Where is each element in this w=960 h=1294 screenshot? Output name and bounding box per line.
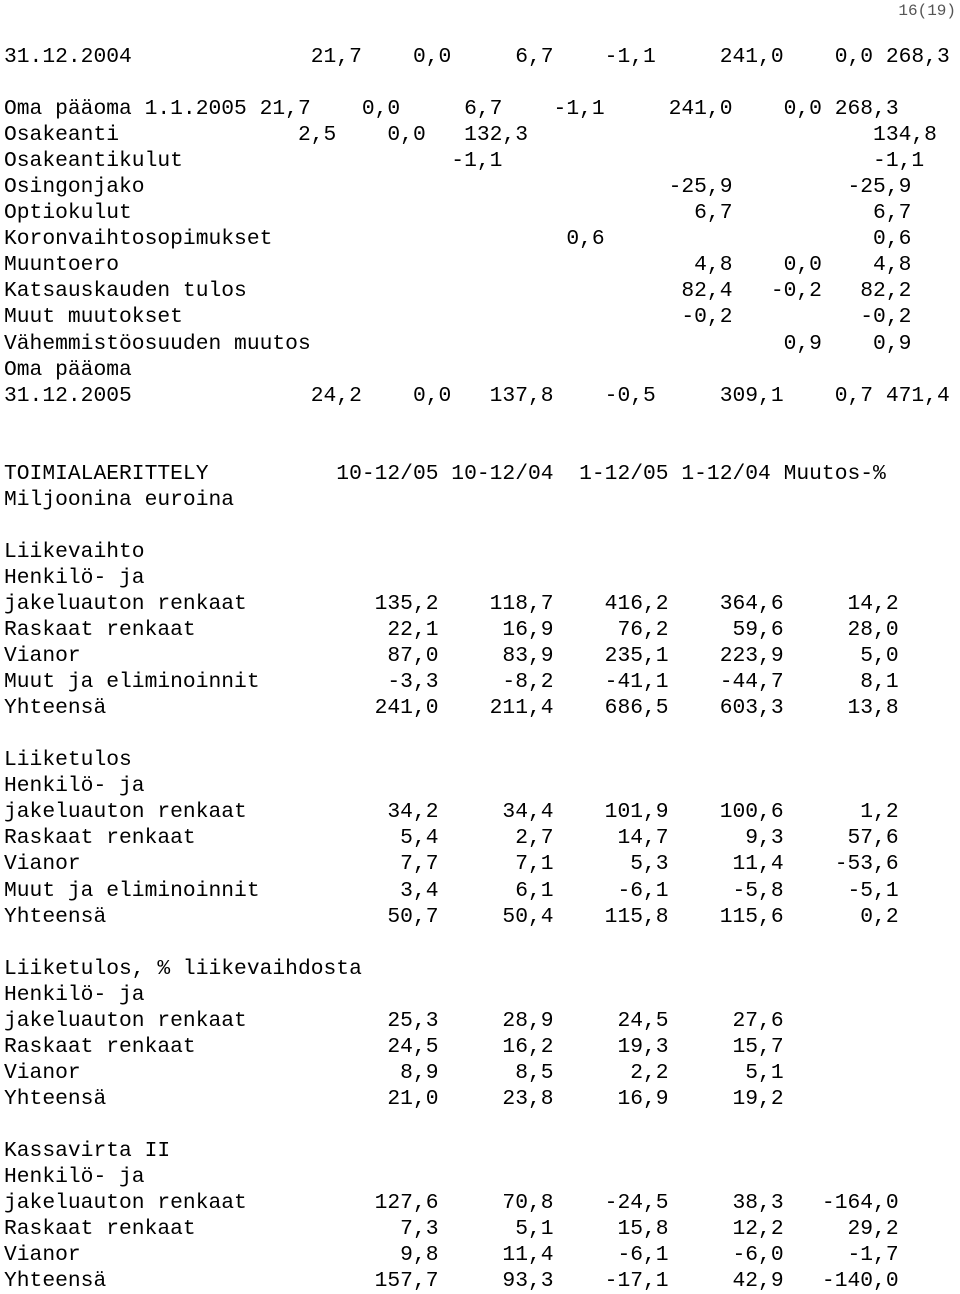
page-number: 16(19) — [898, 2, 956, 20]
financial-tables-text: 31.12.2004 21,7 0,0 6,7 -1,1 241,0 0,0 268,3 Oma pääoma 1.1.2005 21,7 0,0 6,7 -1,1 241,0 0,0 268,3 Osakeanti 2,5 0,0 132,3 134,8 Osakeantikulut -1,1 -1,1 Osingonjako -25,9 -25,9 Optiokulut 6,7 6,7 Koronvaihtosopimukset 0,6 0,6 Muuntoero 4,8 0,0 4,8 Katsauskauden tulos 82,4 -0,2 82,2 Muut muutokset -0,2 -0,2 Vähemmistöosuuden muutos 0,9 0,9 Oma pääoma 31.12.2005 24,2 0,0 137,8 -0,5 309,1 0,7 471,4 TOIMIALAERITTELY 10-12/05 10-12/04 1-12/05 1-12/04 Muutos-% Miljoonina euroina Liikevaihto Henkilö- ja jakeluauton renkaat 135,2 118,7 416,2 364,6 14,2 Raskaat renkaat 22,1 16,9 76,2 59,6 28,0 Vianor 87,0 83,9 235,1 223,9 5,0 Muut ja eliminoinnit -3,3 -8,2 -41,1 -44,7 8,1 Yhteensä 241,0 211,4 686,5 603,3 13,8 Liiketulos Henkilö- ja jakeluauton renkaat 34,2 34,4 101,9 100,6 1,2 Raskaat renkaat 5,4 2,7 14,7 9,3 57,6 Vianor 7,7 7,1 5,3 11,4 -53,6 Muut ja eliminoinnit 3,4 6,1 -6,1 -5,8 -5,1 Yhteensä 50,7 50,4 115,8 115,6 0,2 Liiketulos, % liikevaihdosta Henkilö- ja jakeluauton renkaat 25,3 28,9 24,5 27,6 Raskaat renkaat 24,5 16,2 19,3 15,7 Vianor 8,9 8,5 2,2 5,1 Yhteensä 21,0 23,8 16,9 19,2 Kassavirta II Henkilö- ja jakeluauton renkaat 127,6 70,8 -24,5 38,3 -164,0 Raskaat renkaat 7,3 5,1 15,8 12,2 29,2 Vianor 9,8 11,4 -6,1 -6,0 -1,7 Yhteensä 157,7 93,3 -17,1 42,9 -140,0 — [4, 45, 950, 1294]
